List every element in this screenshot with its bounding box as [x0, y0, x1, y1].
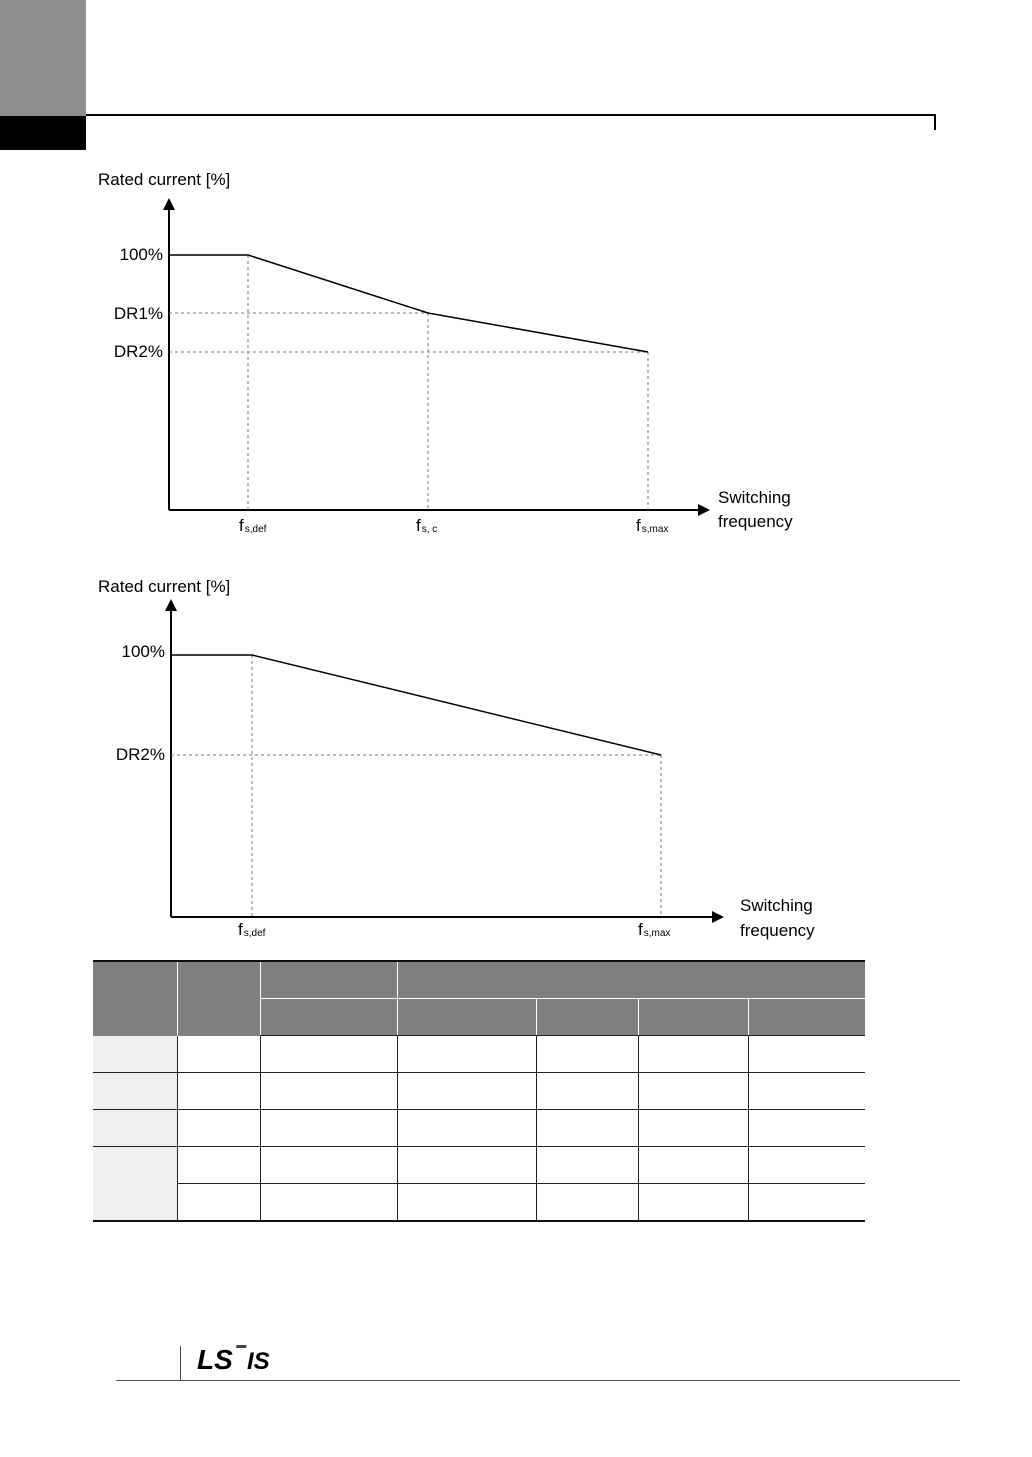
table-cell [638, 1147, 748, 1184]
y-tick-label: DR2% [115, 745, 165, 764]
table-row [93, 1110, 865, 1147]
table-cell [397, 1036, 536, 1073]
table-row [93, 1184, 865, 1222]
x-axis-label-line1: Switching [740, 896, 813, 915]
table-cell [260, 1184, 397, 1222]
table-cell [536, 1184, 638, 1222]
y-axis-label: Rated current [%] [98, 170, 231, 189]
header-cell [397, 999, 536, 1036]
header-cell [748, 999, 865, 1036]
svg-text:LS: LS [197, 1344, 233, 1373]
x-tick-label: fs,max [638, 920, 671, 939]
derating-curve [171, 655, 661, 755]
table-cell [748, 1073, 865, 1110]
table-cell [638, 1110, 748, 1147]
table-header-row [93, 961, 865, 999]
table-row [93, 1036, 865, 1073]
table-cell [260, 1147, 397, 1184]
row-header-cell [93, 1036, 177, 1073]
table-cell [748, 1110, 865, 1147]
table-cell [260, 1110, 397, 1147]
x-axis-label-line2: frequency [718, 512, 793, 531]
table-cell [397, 1184, 536, 1222]
svg-text:IS: IS [247, 1348, 270, 1373]
y-axis-label: Rated current [%] [98, 577, 231, 596]
table-cell [177, 1147, 260, 1184]
y-tick-label: DR2% [113, 342, 163, 361]
table-cell [536, 1036, 638, 1073]
row-header-cell [93, 1110, 177, 1147]
x-axis-label [740, 896, 818, 940]
ls-is-logo [197, 1343, 287, 1373]
header-cell [397, 961, 865, 999]
table-cell [260, 1036, 397, 1073]
table-cell [397, 1110, 536, 1147]
derating-table [93, 960, 865, 1222]
table-cell [177, 1110, 260, 1147]
table-row [93, 1147, 865, 1184]
header-cell [177, 961, 260, 1036]
table-cell [397, 1147, 536, 1184]
table-cell [536, 1073, 638, 1110]
header-cell [638, 999, 748, 1036]
row-header-cell [93, 1147, 177, 1222]
y-tick-label: 100% [121, 642, 165, 661]
y-tick-label: 100% [119, 245, 163, 264]
table-cell [536, 1110, 638, 1147]
x-tick-label: fs,def [239, 516, 267, 535]
x-tick-label: fs, c [416, 516, 438, 535]
table-cell [177, 1184, 260, 1222]
footer-divider [180, 1346, 181, 1380]
header-cell [260, 961, 397, 999]
table-cell [177, 1073, 260, 1110]
x-axis-label-line1: Switching [718, 488, 791, 507]
table-cell [748, 1147, 865, 1184]
table-cell [177, 1036, 260, 1073]
row-header-cell [93, 1073, 177, 1110]
y-tick-label: DR1% [113, 304, 163, 323]
table-cell [536, 1147, 638, 1184]
x-tick-label: fs,def [238, 920, 266, 939]
footer-rule [116, 1380, 960, 1381]
header-cell [536, 999, 638, 1036]
table-row [93, 1073, 865, 1110]
table-cell [638, 1073, 748, 1110]
table-cell [638, 1184, 748, 1222]
x-tick-label: fs,max [636, 516, 669, 535]
x-axis-label-line2: frequency [740, 921, 815, 940]
table-cell [638, 1036, 748, 1073]
header-cell [93, 961, 177, 1036]
header-cell [260, 999, 397, 1036]
table-cell [748, 1184, 865, 1222]
table-cell [397, 1073, 536, 1110]
table-cell [748, 1036, 865, 1073]
table-cell [260, 1073, 397, 1110]
